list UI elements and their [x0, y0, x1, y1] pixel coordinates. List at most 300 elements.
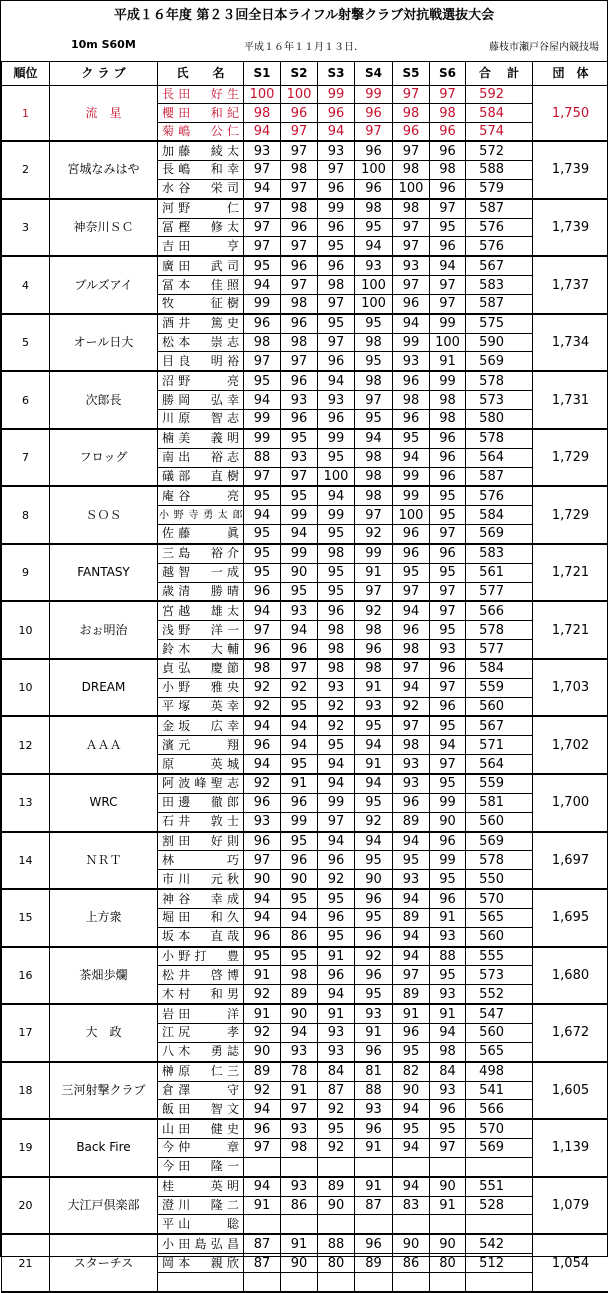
shooter-name: 今仲 章 — [158, 1139, 244, 1158]
series-score-s2 — [281, 1272, 318, 1291]
series-score-s1: 94 — [244, 506, 281, 525]
series-score-s5: 96 — [393, 544, 430, 563]
series-score-s3: 84 — [318, 1062, 355, 1081]
series-score-s4: 100 — [355, 161, 393, 180]
series-score-s2: 95 — [281, 889, 318, 908]
series-score-s5: 95 — [393, 1042, 430, 1061]
series-score-s4: 91 — [355, 1023, 393, 1042]
series-score-s2: 95 — [281, 582, 318, 601]
series-score-s2: 90 — [281, 870, 318, 889]
series-score-s2: 94 — [281, 1023, 318, 1042]
shooter-name: 割田 好則 — [158, 832, 244, 851]
team-total-cell: 1,139 — [533, 1119, 608, 1177]
shooter-total: 571 — [466, 736, 533, 755]
table-row — [2, 486, 608, 505]
series-score-s6: 94 — [430, 256, 466, 275]
shooter-total: 574 — [466, 122, 533, 141]
series-score-s3: 94 — [318, 832, 355, 851]
series-score-s2: 95 — [281, 755, 318, 774]
rank-cell: 5 — [2, 314, 50, 372]
series-score-s5: 94 — [393, 889, 430, 908]
shooter-total: 567 — [466, 256, 533, 275]
shooter-name: 菊嶋 公仁 — [158, 122, 244, 141]
series-score-s6: 96 — [430, 832, 466, 851]
series-score-s3: 93 — [318, 1023, 355, 1042]
shooter-name: 田邊 徹郎 — [158, 793, 244, 812]
series-score-s4: 91 — [355, 1139, 393, 1158]
series-score-s5 — [393, 1215, 430, 1234]
series-score-s6: 96 — [430, 659, 466, 678]
series-score-s6: 88 — [430, 947, 466, 966]
series-score-s5: 98 — [393, 736, 430, 755]
series-score-s5: 97 — [393, 218, 430, 237]
header-s1: S1 — [244, 62, 281, 86]
shooter-name: 金坂 広幸 — [158, 716, 244, 735]
series-score-s5: 97 — [393, 659, 430, 678]
shooter-name: 松本 崇志 — [158, 333, 244, 352]
series-score-s5: 93 — [393, 870, 430, 889]
series-score-s4: 99 — [355, 544, 393, 563]
series-score-s4: 96 — [355, 1234, 393, 1253]
shooter-name: 南出 裕志 — [158, 448, 244, 467]
series-score-s5: 94 — [393, 947, 430, 966]
series-score-s2: 91 — [281, 1081, 318, 1100]
shooter-total: 573 — [466, 966, 533, 985]
series-score-s2: 90 — [281, 1254, 318, 1273]
series-score-s1: 96 — [244, 582, 281, 601]
shooter-total: 584 — [466, 104, 533, 122]
series-score-s6: 97 — [430, 86, 466, 104]
shooter-total: 512 — [466, 1254, 533, 1273]
club-cell: FANTASY — [50, 544, 158, 602]
shooter-name: 水谷 栄司 — [158, 179, 244, 198]
shooter-name: 佐藤 眞 — [158, 525, 244, 544]
team-total-cell: 1,731 — [533, 371, 608, 429]
club-cell: 大 政 — [50, 1004, 158, 1062]
series-score-s2: 90 — [281, 563, 318, 582]
series-score-s4: 96 — [355, 640, 393, 659]
series-score-s3: 90 — [318, 1196, 355, 1215]
club-cell: 三河射撃クラブ — [50, 1062, 158, 1120]
series-score-s1: 92 — [244, 774, 281, 793]
series-score-s1: 92 — [244, 985, 281, 1004]
series-score-s2: 96 — [281, 256, 318, 275]
header-rank: 順位 — [2, 62, 50, 86]
series-score-s5: 94 — [393, 832, 430, 851]
team-total-cell: 1,605 — [533, 1062, 608, 1120]
series-score-s3: 91 — [318, 1004, 355, 1023]
series-score-s3: 99 — [318, 199, 355, 218]
series-score-s5: 94 — [393, 1177, 430, 1196]
series-score-s1: 90 — [244, 870, 281, 889]
series-score-s6: 97 — [430, 755, 466, 774]
series-score-s4: 94 — [355, 832, 393, 851]
series-score-s2: 97 — [281, 352, 318, 371]
series-score-s3: 97 — [318, 812, 355, 831]
series-score-s6: 97 — [430, 1139, 466, 1158]
series-score-s5: 97 — [393, 276, 430, 295]
team-total-cell: 1,697 — [533, 832, 608, 890]
series-score-s1: 94 — [244, 601, 281, 620]
series-score-s4: 98 — [355, 371, 393, 390]
series-score-s3: 95 — [318, 525, 355, 544]
club-cell: フロッグ — [50, 429, 158, 487]
shooter-name: 平山 聡 — [158, 1215, 244, 1234]
series-score-s1: 95 — [244, 371, 281, 390]
series-score-s2: 91 — [281, 1234, 318, 1253]
series-score-s4: 94 — [355, 237, 393, 256]
series-score-s2 — [281, 1215, 318, 1234]
shooter-name: 櫻田 和紀 — [158, 104, 244, 122]
series-score-s5: 94 — [393, 1139, 430, 1158]
series-score-s1: 92 — [244, 1023, 281, 1042]
shooter-name: 坂本 直哉 — [158, 927, 244, 946]
shooter-name: 桂 英明 — [158, 1177, 244, 1196]
shooter-name: 石井 敦士 — [158, 812, 244, 831]
series-score-s6: 96 — [430, 237, 466, 256]
series-score-s4: 96 — [355, 1042, 393, 1061]
series-score-s5: 89 — [393, 985, 430, 1004]
shooter-total: 588 — [466, 161, 533, 180]
table-row — [2, 256, 608, 275]
shooter-total: 569 — [466, 352, 533, 371]
series-score-s3: 96 — [318, 851, 355, 870]
club-cell: DREAM — [50, 659, 158, 717]
series-score-s2: 93 — [281, 1042, 318, 1061]
series-score-s3: 96 — [318, 218, 355, 237]
shooter-name: 八木 勇誌 — [158, 1042, 244, 1061]
series-score-s2: 97 — [281, 659, 318, 678]
series-score-s2: 94 — [281, 908, 318, 927]
series-score-s5: 93 — [393, 352, 430, 371]
series-score-s1: 89 — [244, 1062, 281, 1081]
shooter-total: 578 — [466, 851, 533, 870]
series-score-s1: 94 — [244, 179, 281, 198]
series-score-s5: 97 — [393, 966, 430, 985]
series-score-s4 — [355, 1215, 393, 1234]
series-score-s6: 96 — [430, 697, 466, 716]
series-score-s2: 96 — [281, 851, 318, 870]
series-score-s4: 96 — [355, 141, 393, 160]
series-score-s4: 91 — [355, 1177, 393, 1196]
series-score-s4: 89 — [355, 1254, 393, 1273]
club-cell: ＳＯＳ — [50, 486, 158, 544]
shooter-total: 569 — [466, 525, 533, 544]
rank-cell: 21 — [2, 1234, 50, 1292]
series-score-s1 — [244, 1272, 281, 1291]
shooter-total — [466, 1157, 533, 1176]
series-score-s5: 95 — [393, 851, 430, 870]
series-score-s5: 96 — [393, 621, 430, 640]
series-score-s5: 96 — [393, 525, 430, 544]
table-row — [2, 1004, 608, 1023]
rank-cell: 19 — [2, 1119, 50, 1177]
series-score-s4: 81 — [355, 1062, 393, 1081]
table-row — [2, 832, 608, 851]
series-score-s5: 99 — [393, 467, 430, 486]
series-score-s1: 94 — [244, 716, 281, 735]
series-score-s1: 97 — [244, 851, 281, 870]
shooter-total: 580 — [466, 409, 533, 428]
shooter-total: 577 — [466, 582, 533, 601]
series-score-s2: 98 — [281, 333, 318, 352]
series-score-s3: 80 — [318, 1254, 355, 1273]
series-score-s2: 94 — [281, 525, 318, 544]
series-score-s1: 94 — [244, 1177, 281, 1196]
series-score-s1: 97 — [244, 199, 281, 218]
series-score-s6: 95 — [430, 506, 466, 525]
series-score-s4: 96 — [355, 966, 393, 985]
series-score-s1: 99 — [244, 429, 281, 448]
shooter-total: 547 — [466, 1004, 533, 1023]
series-score-s6: 95 — [430, 966, 466, 985]
series-score-s3: 99 — [318, 429, 355, 448]
shooter-name: 山田 健史 — [158, 1119, 244, 1138]
series-score-s5: 94 — [393, 601, 430, 620]
series-score-s1: 97 — [244, 161, 281, 180]
shooter-total: 498 — [466, 1062, 533, 1081]
series-score-s4: 95 — [355, 409, 393, 428]
series-score-s6: 93 — [430, 927, 466, 946]
series-score-s4: 100 — [355, 294, 393, 313]
series-score-s3: 95 — [318, 237, 355, 256]
series-score-s3: 98 — [318, 640, 355, 659]
header-team: 団 体 — [533, 62, 608, 86]
series-score-s2: 95 — [281, 429, 318, 448]
shooter-total: 541 — [466, 1081, 533, 1100]
series-score-s4: 92 — [355, 525, 393, 544]
table-row — [2, 1062, 608, 1081]
series-score-s1: 97 — [244, 352, 281, 371]
shooter-total: 542 — [466, 1234, 533, 1253]
table-row — [2, 141, 608, 160]
shooter-name: 林 巧 — [158, 851, 244, 870]
series-score-s1: 94 — [244, 391, 281, 410]
series-score-s5: 95 — [393, 1119, 430, 1138]
team-total-cell: 1,729 — [533, 429, 608, 487]
series-score-s3: 94 — [318, 486, 355, 505]
series-score-s3 — [318, 1272, 355, 1291]
series-score-s1: 94 — [244, 889, 281, 908]
series-score-s1: 97 — [244, 1139, 281, 1158]
series-score-s3: 91 — [318, 947, 355, 966]
header-row — [2, 62, 608, 86]
series-score-s3: 98 — [318, 659, 355, 678]
event-label: 10m S60M — [71, 38, 136, 51]
shooter-name: 平塚 英幸 — [158, 697, 244, 716]
team-total-cell: 1,703 — [533, 659, 608, 717]
series-score-s5: 93 — [393, 774, 430, 793]
series-score-s2: 96 — [281, 314, 318, 333]
series-score-s5: 94 — [393, 927, 430, 946]
series-score-s6: 94 — [430, 736, 466, 755]
series-score-s3: 95 — [318, 889, 355, 908]
shooter-total: 555 — [466, 947, 533, 966]
rank-cell: 10 — [2, 601, 50, 659]
series-score-s6: 99 — [430, 793, 466, 812]
series-score-s6 — [430, 1272, 466, 1291]
table-row — [2, 429, 608, 448]
series-score-s5: 98 — [393, 199, 430, 218]
series-score-s4: 91 — [355, 755, 393, 774]
series-score-s1: 94 — [244, 122, 281, 141]
shooter-name: 勝岡 弘幸 — [158, 391, 244, 410]
series-score-s5: 90 — [393, 1081, 430, 1100]
series-score-s6: 97 — [430, 199, 466, 218]
subheader — [1, 31, 607, 51]
shooter-total: 572 — [466, 141, 533, 160]
series-score-s6: 95 — [430, 774, 466, 793]
club-cell: ブルズアイ — [50, 256, 158, 314]
series-score-s3: 96 — [318, 966, 355, 985]
shooter-name: 長田 好生 — [158, 86, 244, 104]
series-score-s3: 95 — [318, 736, 355, 755]
series-score-s3: 92 — [318, 716, 355, 735]
table-row — [2, 716, 608, 735]
series-score-s1: 96 — [244, 1119, 281, 1138]
series-score-s1: 92 — [244, 1081, 281, 1100]
header-s3: S3 — [318, 62, 355, 86]
club-cell: スターチス — [50, 1234, 158, 1292]
shooter-name: 鈴木 大輔 — [158, 640, 244, 659]
club-cell: 神奈川ＳＣ — [50, 199, 158, 257]
series-score-s4 — [355, 1272, 393, 1291]
series-score-s3: 99 — [318, 506, 355, 525]
shooter-total: 570 — [466, 889, 533, 908]
series-score-s4: 98 — [355, 448, 393, 467]
series-score-s2: 100 — [281, 86, 318, 104]
club-cell: 次郎長 — [50, 371, 158, 429]
series-score-s5 — [393, 1157, 430, 1176]
series-score-s4: 95 — [355, 908, 393, 927]
series-score-s6: 95 — [430, 563, 466, 582]
series-score-s5: 96 — [393, 122, 430, 141]
table-row — [2, 774, 608, 793]
header-club: ク ラ ブ — [50, 62, 158, 86]
rank-cell: 14 — [2, 832, 50, 890]
club-cell: おぉ明治 — [50, 601, 158, 659]
shooter-name: 河野 仁 — [158, 199, 244, 218]
shooter-total: 559 — [466, 774, 533, 793]
team-total-cell: 1,739 — [533, 199, 608, 257]
series-score-s6: 97 — [430, 582, 466, 601]
series-score-s1: 92 — [244, 697, 281, 716]
series-score-s2: 99 — [281, 506, 318, 525]
series-score-s2: 91 — [281, 774, 318, 793]
series-score-s5 — [393, 1272, 430, 1291]
series-score-s3: 89 — [318, 1177, 355, 1196]
date-label: 平成１６年１１月１３日. — [244, 38, 357, 53]
series-score-s2: 99 — [281, 544, 318, 563]
series-score-s6: 96 — [430, 544, 466, 563]
shooter-name: 牧 征樹 — [158, 294, 244, 313]
series-score-s3: 95 — [318, 563, 355, 582]
series-score-s1: 97 — [244, 467, 281, 486]
club-cell: 上方衆 — [50, 889, 158, 947]
shooter-name: 澄川 隆二 — [158, 1196, 244, 1215]
series-score-s5: 90 — [393, 1234, 430, 1253]
series-score-s3: 96 — [318, 256, 355, 275]
series-score-s5: 93 — [393, 755, 430, 774]
series-score-s4: 90 — [355, 870, 393, 889]
series-score-s1 — [244, 1157, 281, 1176]
rank-cell: 4 — [2, 256, 50, 314]
series-score-s1: 97 — [244, 621, 281, 640]
results-table — [1, 61, 608, 1293]
header-name: 氏 名 — [158, 62, 244, 86]
rank-cell: 17 — [2, 1004, 50, 1062]
team-total-cell: 1,721 — [533, 544, 608, 602]
series-score-s2: 97 — [281, 179, 318, 198]
series-score-s6: 98 — [430, 1042, 466, 1061]
shooter-name: 今田 隆一 — [158, 1157, 244, 1176]
shooter-name: 濱元 翔 — [158, 736, 244, 755]
series-score-s5: 96 — [393, 409, 430, 428]
series-score-s3: 96 — [318, 104, 355, 122]
shooter-name: 長嶋 和幸 — [158, 161, 244, 180]
rank-cell: 1 — [2, 86, 50, 142]
shooter-name: 小野 雅央 — [158, 678, 244, 697]
team-total-cell: 1,054 — [533, 1234, 608, 1292]
series-score-s3: 95 — [318, 927, 355, 946]
series-score-s4: 96 — [355, 104, 393, 122]
series-score-s1: 95 — [244, 544, 281, 563]
shooter-total — [466, 1272, 533, 1291]
series-score-s2: 93 — [281, 391, 318, 410]
series-score-s6: 96 — [430, 122, 466, 141]
series-score-s4: 94 — [355, 736, 393, 755]
series-score-s4: 95 — [355, 793, 393, 812]
series-score-s1: 87 — [244, 1234, 281, 1253]
series-score-s5: 89 — [393, 908, 430, 927]
series-score-s6: 84 — [430, 1062, 466, 1081]
series-score-s1: 96 — [244, 793, 281, 812]
team-total-cell: 1,700 — [533, 774, 608, 832]
team-total-cell: 1,750 — [533, 86, 608, 142]
series-score-s3: 96 — [318, 908, 355, 927]
table-row — [2, 371, 608, 390]
shooter-total: 583 — [466, 276, 533, 295]
series-score-s5: 96 — [393, 793, 430, 812]
table-row — [2, 314, 608, 333]
series-score-s3: 92 — [318, 1139, 355, 1158]
series-score-s3: 94 — [318, 122, 355, 141]
series-score-s6: 90 — [430, 812, 466, 831]
series-score-s2: 97 — [281, 1100, 318, 1119]
series-score-s6: 91 — [430, 1196, 466, 1215]
shooter-total: 564 — [466, 448, 533, 467]
shooter-total: 565 — [466, 908, 533, 927]
series-score-s6: 95 — [430, 486, 466, 505]
series-score-s3: 99 — [318, 86, 355, 104]
club-cell: 宮城なみはや — [50, 141, 158, 199]
team-total-cell: 1,739 — [533, 141, 608, 199]
rank-cell: 13 — [2, 774, 50, 832]
series-score-s4: 95 — [355, 314, 393, 333]
series-score-s3: 87 — [318, 1081, 355, 1100]
shooter-total: 551 — [466, 1177, 533, 1196]
shooter-name: 庵谷 亮 — [158, 486, 244, 505]
series-score-s3: 93 — [318, 678, 355, 697]
table-row — [2, 1177, 608, 1196]
shooter-name: 原 英城 — [158, 755, 244, 774]
series-score-s2: 97 — [281, 276, 318, 295]
series-score-s6: 90 — [430, 1177, 466, 1196]
header-total: 合 計 — [466, 62, 533, 86]
shooter-total: 577 — [466, 640, 533, 659]
series-score-s4: 93 — [355, 256, 393, 275]
series-score-s5: 94 — [393, 448, 430, 467]
